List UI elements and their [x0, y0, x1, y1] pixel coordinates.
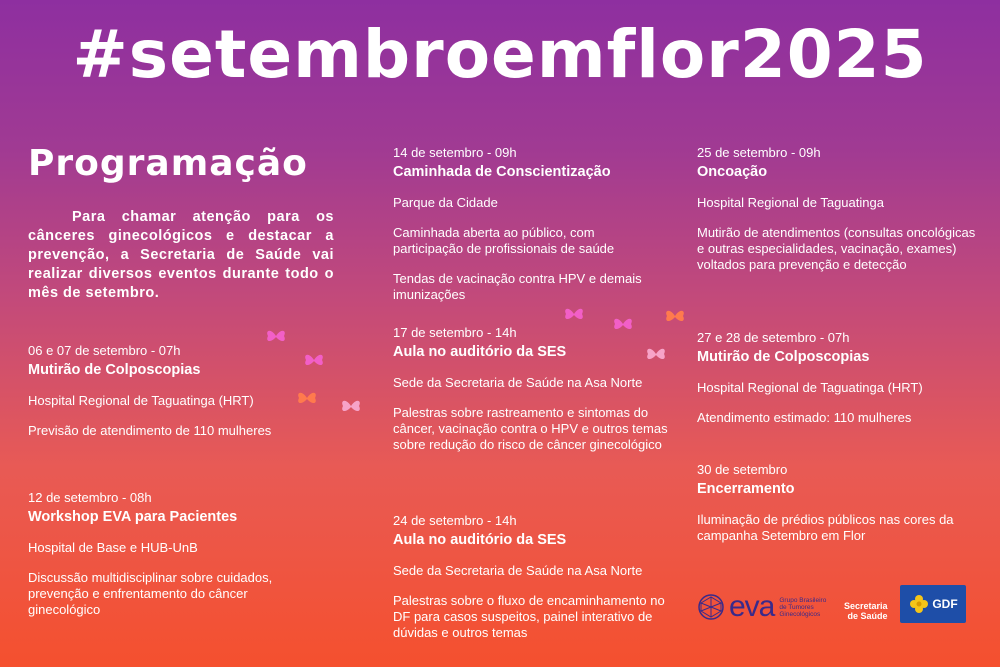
event-date: 25 de setembro - 09h [697, 145, 821, 160]
secretaria-saude-logo [844, 601, 888, 621]
event-location: Hospital Regional de Taguatinga (HRT) [28, 393, 254, 408]
ipe-flower-icon [908, 593, 930, 615]
butterfly-icon [340, 398, 362, 414]
event-details [28, 423, 318, 439]
programacao-heading: Programação [28, 143, 308, 184]
event-title: Encerramento [697, 481, 795, 497]
event-location: Hospital Regional de Taguatinga [697, 195, 884, 210]
event-card [697, 330, 977, 426]
event-date: 14 de setembro - 09h [393, 145, 517, 160]
event-date: 24 de setembro - 14h [393, 513, 517, 528]
ses-line-2: de Saúde [847, 611, 888, 621]
butterfly-icon [645, 346, 667, 362]
eva-subtitle: Grupo Brasileiro de Tumores Ginecológicos [779, 596, 827, 618]
event-card [28, 343, 318, 439]
event-detail-text: Atendimento estimado: 110 mulheres [697, 410, 912, 425]
event-detail-text: Iluminação de prédios públicos nas cores da campanha Setembro em Flor [697, 512, 954, 543]
event-date: 17 de setembro - 14h [393, 325, 517, 340]
event-details [697, 410, 977, 426]
event-location: Hospital de Base e HUB-UnB [28, 540, 198, 555]
butterfly-icon [612, 316, 634, 332]
event-detail-text: Mutirão de atendimentos (consultas oncológicas e outras especialidades, vacinação, exames) voltados para prevenção e detecção [697, 225, 976, 272]
event-location: Sede da Secretaria de Saúde na Asa Norte [393, 375, 643, 390]
event-detail-text: Palestras sobre rastreamento e sintomas do câncer, vacinação contra o HPV e outros temas sobre redução do risco de câncer ginecológico [393, 405, 668, 452]
event-title: Aula no auditório da SES [393, 344, 567, 360]
gdf-logo [900, 585, 966, 623]
butterfly-icon [303, 352, 325, 368]
ses-line-1: Secretaria [844, 601, 888, 611]
hashtag-title: #setembroemflor2025 [72, 16, 928, 93]
event-card [393, 325, 673, 453]
event-card [28, 490, 318, 618]
event-title: Caminhada de Conscientização [393, 164, 611, 180]
event-detail-text: Tendas de vacinação contra HPV e demais imunizações [393, 271, 642, 302]
event-date: 27 e 28 de setembro - 07h [697, 330, 850, 345]
event-details [393, 593, 673, 641]
event-detail-text: Discussão multidisciplinar sobre cuidados, prevenção e enfrentamento do câncer ginecológico [28, 570, 273, 617]
event-details [28, 570, 318, 618]
event-location: Hospital Regional de Taguatinga (HRT) [697, 380, 923, 395]
event-title: Oncoação [697, 164, 768, 180]
event-details [697, 225, 977, 273]
event-date: 30 de setembro [697, 462, 788, 477]
butterfly-icon [664, 308, 686, 324]
event-detail-text: Previsão de atendimento de 110 mulheres [28, 423, 272, 438]
gdf-wordmark: GDF [932, 597, 958, 611]
event-title: Mutirão de Colposcopias [697, 349, 870, 365]
butterfly-icon [563, 306, 585, 322]
event-title: Workshop EVA para Pacientes [28, 509, 238, 525]
event-location: Parque da Cidade [393, 195, 498, 210]
event-title: Aula no auditório da SES [393, 532, 567, 548]
event-detail-text: Caminhada aberta ao público, com participação de profissionais de saúde [393, 225, 615, 256]
butterfly-icon [265, 328, 287, 344]
event-details [393, 405, 673, 453]
event-location: Sede da Secretaria de Saúde na Asa Norte [393, 563, 643, 578]
event-date: 12 de setembro - 08h [28, 490, 152, 505]
butterfly-icon [296, 390, 318, 406]
event-title: Mutirão de Colposcopias [28, 362, 201, 378]
event-card [393, 145, 663, 303]
eva-logo [697, 590, 829, 624]
intro-paragraph: Para chamar atenção para os cânceres ginecológicos e destacar a prevenção, a Secretaria de Saúde vai realizar diversos eventos durante todo o mês de setembro. [28, 209, 334, 301]
event-detail-text: Palestras sobre o fluxo de encaminhamento no DF para casos suspeitos, painel interativo de dúvidas e outros temas [393, 593, 665, 640]
eva-globe-icon [697, 593, 725, 621]
event-card [393, 513, 673, 641]
event-details [697, 512, 977, 544]
event-card [697, 145, 977, 273]
event-card [697, 462, 977, 544]
eva-wordmark: eva [729, 590, 775, 623]
event-details [393, 225, 663, 303]
event-date: 06 e 07 de setembro - 07h [28, 343, 181, 358]
